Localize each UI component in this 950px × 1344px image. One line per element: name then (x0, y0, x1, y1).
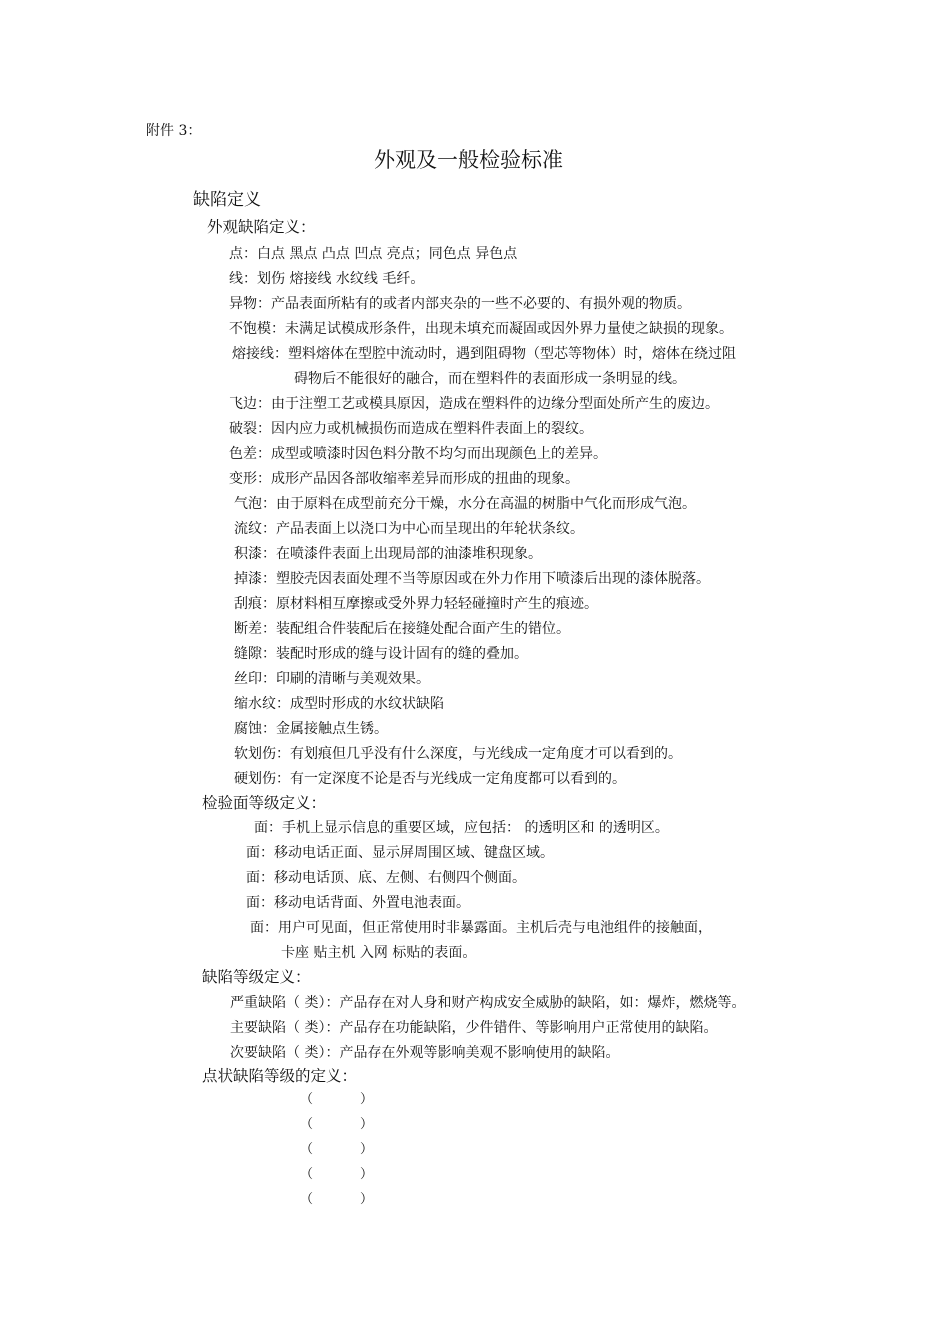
document-title: 外观及一般检验标准 (374, 148, 563, 172)
defect-item-crack: 破裂：因内应力或机械损伤而造成在塑料件表面上的裂纹。 (229, 421, 593, 437)
paren-open: （ (300, 1117, 314, 1132)
defect-item-short-shot: 不饱模：未满足试模成形条件，出现未填充而凝固或因外界力量使之缺损的现象。 (229, 321, 733, 337)
defect-grade-critical: 严重缺陷（ 类）：产品存在对人身和财产构成安全威胁的缺陷，如：爆炸，燃烧等。 (230, 995, 746, 1011)
defect-grade-minor: 次要缺陷（ 类）：产品存在外观等影响美观不影响使用的缺陷。 (230, 1045, 620, 1061)
surface-grade-heading: 检验面等级定义： (202, 794, 327, 812)
surface-grade-item: 面：手机上显示信息的重要区域，应包括： 的透明区和 的透明区。 (254, 820, 669, 836)
defect-item-soft-scratch: 软划伤：有划痕但几乎没有什么深度，与光线成一定角度才可以看到的。 (234, 746, 682, 762)
paren-close: ） (360, 1117, 374, 1132)
surface-grade-item: 面：用户可见面，但正常使用时非暴露面。主机后壳与电池组件的接触面， (250, 920, 712, 936)
paren-close: ） (360, 1192, 374, 1207)
defect-item-hard-scratch: 硬划伤：有一定深度不论是否与光线成一定角度都可以看到的。 (234, 771, 626, 787)
surface-grade-item: 面：移动电话正面、显示屏周围区域、键盘区域。 (246, 845, 554, 861)
paren-open: （ (300, 1192, 314, 1207)
attachment-label: 附件 3： (146, 123, 202, 139)
surface-grade-item-cont: 卡座 贴主机 入网 标贴的表面。 (281, 945, 477, 961)
defect-grade-major: 主要缺陷（ 类）：产品存在功能缺陷，少件错件、等影响用户正常使用的缺陷。 (230, 1020, 718, 1036)
defect-item-color-difference: 色差：成型或喷漆时因色料分散不均匀而出现颜色上的差异。 (229, 446, 607, 462)
appearance-defect-heading: 外观缺陷定义： (207, 218, 316, 236)
defect-item-step: 断差：装配组合件装配后在接缝处配合面产生的错位。 (234, 621, 570, 637)
defect-item-gap: 缝隙：装配时形成的缝与设计固有的缝的叠加。 (234, 646, 528, 662)
defect-item-scratch-mark: 刮痕：原材料相互摩擦或受外界力轻轻碰撞时产生的痕迹。 (234, 596, 598, 612)
point-defect-heading: 点状缺陷等级的定义： (202, 1067, 358, 1085)
paren-close: ） (360, 1167, 374, 1182)
defect-item-foreign-matter: 异物：产品表面所粘有的或者内部夹杂的一些不必要的、有损外观的物质。 (229, 296, 691, 312)
defect-item-weld-line: 熔接线：塑料熔体在型腔中流动时，遇到阻碍物（型芯等物体）时，熔体在绕过阻 (232, 346, 736, 362)
paren-close: ） (360, 1092, 374, 1107)
defect-item-paint-peeling: 掉漆：塑胶壳因表面处理不当等原因或在外力作用下喷漆后出现的漆体脱落。 (234, 571, 710, 587)
defect-item-flow-mark: 流纹：产品表面上以浇口为中心而呈现出的年轮状条纹。 (234, 521, 584, 537)
defect-item-shrink-mark: 缩水纹：成型时形成的水纹状缺陷 (234, 696, 444, 712)
section-heading-defect-definition: 缺陷定义 (193, 190, 261, 210)
defect-item-weld-line-cont: 碍物后不能很好的融合，而在塑料件的表面形成一条明显的线。 (294, 371, 686, 387)
surface-grade-item: 面：移动电话顶、底、左侧、右侧四个侧面。 (246, 870, 526, 886)
surface-grade-item: 面：移动电话背面、外置电池表面。 (246, 895, 470, 911)
paren-open: （ (300, 1142, 314, 1157)
paren-open: （ (300, 1167, 314, 1182)
paren-open: （ (300, 1092, 314, 1107)
defect-item-deformation: 变形：成形产品因各部收缩率差异而形成的扭曲的现象。 (229, 471, 579, 487)
defect-item-point: 点：白点 黑点 凸点 凹点 亮点；同色点 异色点 (229, 246, 518, 262)
defect-grade-heading: 缺陷等级定义： (202, 968, 311, 986)
defect-item-bubble: 气泡：由于原料在成型前充分干燥，水分在高温的树脂中气化而形成气泡。 (234, 496, 696, 512)
defect-item-flash: 飞边：由于注塑工艺或模具原因，造成在塑料件的边缘分型面处所产生的废边。 (229, 396, 719, 412)
defect-item-line: 线：划伤 熔接线 水纹线 毛纤。 (229, 271, 425, 287)
defect-item-paint-buildup: 积漆：在喷漆件表面上出现局部的油漆堆积现象。 (234, 546, 542, 562)
defect-item-corrosion: 腐蚀：金属接触点生锈。 (234, 721, 388, 737)
paren-close: ） (360, 1142, 374, 1157)
defect-item-silkscreen: 丝印：印刷的清晰与美观效果。 (234, 671, 430, 687)
